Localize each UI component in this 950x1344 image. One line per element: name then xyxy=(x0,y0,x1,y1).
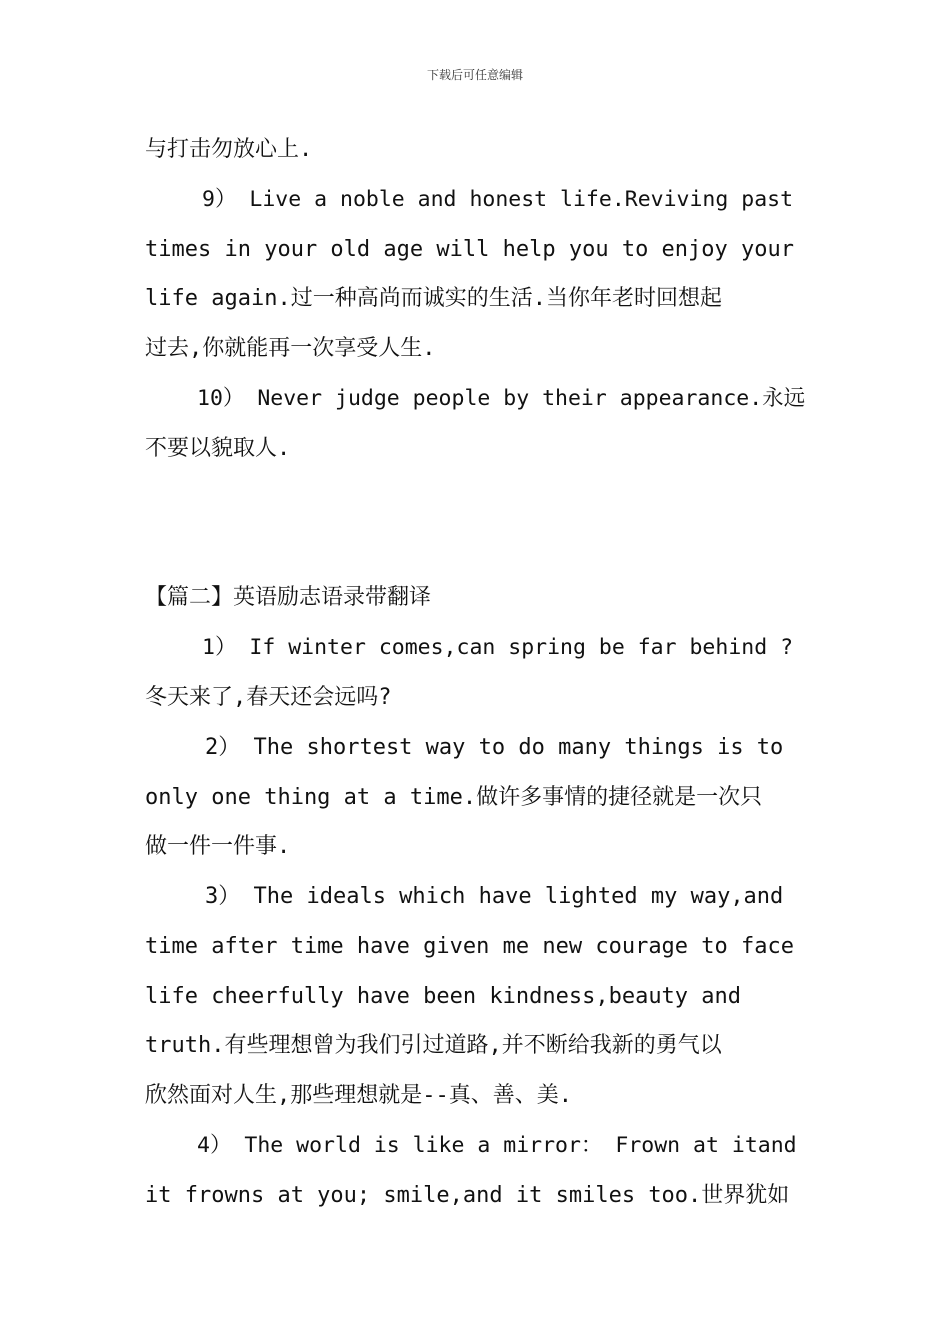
text-line: 1） If winter comes,can spring be far behind ? xyxy=(202,635,794,660)
text-line: life again.过一种高尚而诚实的生活.当你年老时回想起 xyxy=(145,286,722,311)
text-line: 10） Never judge people by their appearance.永远 xyxy=(197,386,806,411)
text-line: 4） The world is like a mirror： Frown at itand xyxy=(197,1133,797,1158)
text-line: truth.有些理想曾为我们引过道路,并不断给我新的勇气以 xyxy=(145,1033,722,1058)
page-header: 下载后可任意编辑 xyxy=(426,68,523,82)
text-line: times in your old age will help you to enjoy your xyxy=(145,237,795,262)
text-line: time after time have given me new courage to face xyxy=(145,934,795,959)
text-line: 3） The ideals which have lighted my way,and xyxy=(205,884,784,909)
text-line: 与打击勿放心上. xyxy=(145,137,313,162)
text-line: 不要以貌取人. xyxy=(145,436,291,461)
text-line: 2） The shortest way to do many things is to xyxy=(205,735,784,760)
text-line: 做一件一件事. xyxy=(145,834,291,859)
text-line: 冬天来了,春天还会远吗? xyxy=(145,685,392,710)
text-line: 欣然面对人生,那些理想就是--真、善、美. xyxy=(145,1083,572,1108)
text-line: 过去,你就能再一次享受人生. xyxy=(145,336,436,361)
section-heading: 【篇二】英语励志语录带翻译 xyxy=(145,585,432,610)
text-line: only one thing at a time.做许多事情的捷径就是一次只 xyxy=(145,785,763,810)
text-line: it frowns at you; smile,and it smiles too.世界犹如 xyxy=(145,1183,790,1208)
text-line: 9） Live a noble and honest life.Reviving past xyxy=(202,187,794,212)
text-line: life cheerfully have been kindness,beauty and xyxy=(145,984,742,1009)
